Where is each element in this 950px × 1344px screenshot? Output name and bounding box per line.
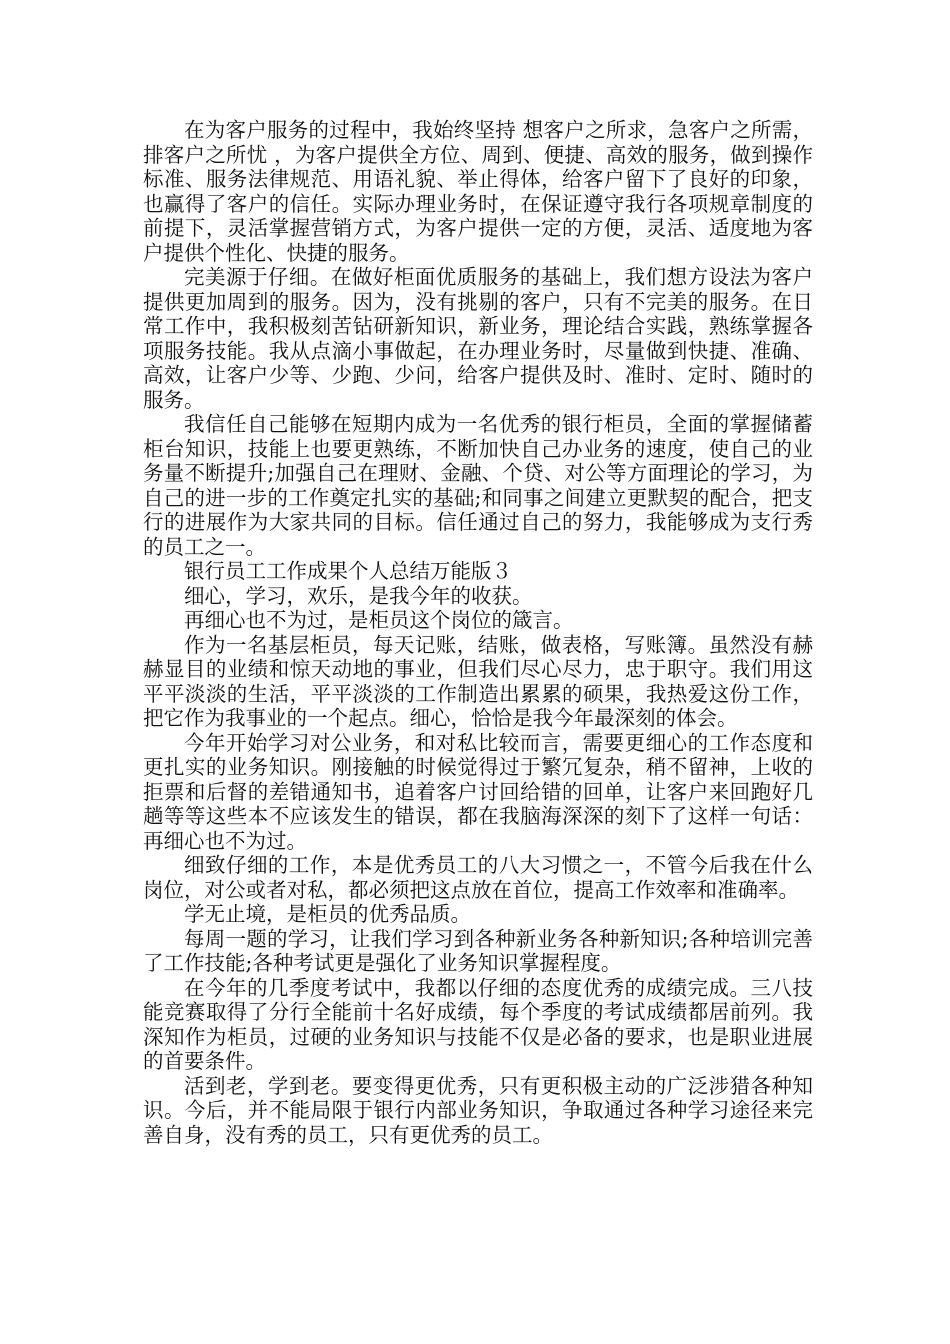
paragraph-endless-learning: 学无止境，是柜员的优秀品质。 <box>184 902 471 926</box>
paragraph-lifelong-learning: 活到老，学到老。要变得更优秀，只有更积极主动的广泛涉猎各种知识。今后，并不能局限于银行内部业务知识，争取通过各种学习途径来完善自身，没有秀的员工，只有更优秀的员工。 <box>143 1073 813 1147</box>
paragraph-corporate-business: 今年开始学习对公业务，和对私比较而言，需要更细心的工作态度和更扎实的业务知识。刚接触的时候觉得过于繁冗复杂，稍不留神，上收的拒票和后督的差错通知书，追着客户讨回给错的回单，让客户来回跑好几趟等等这些本不应该发生的错误，都在我脑海深深的刻下了这样一句话：再细心也不为过。 <box>143 730 813 853</box>
paragraph-harvest: 细心，学习，欢乐，是我今年的收获。 <box>184 583 533 608</box>
paragraph-basic-teller: 作为一名基层柜员，每天记账，结账，做表格，写账簿。虽然没有赫赫显目的业绩和惊天动地的事业，但我们尽心尽力，忠于职守。我们用这平平淡淡的生活，平平淡淡的工作制造出累累的硕果，我热爱这份工作，把它作为我事业的一个起点。细心，恰恰是我今年最深刻的体会。 <box>143 632 813 730</box>
paragraph-customer-service: 在为客户服务的过程中，我始终坚持 想客户之所求，急客户之所需，排客户之所忧 ，为客户提供全方位、周到、便捷、高效的服务，做到操作标准、服务法律规范、用语礼貌、举止得体，给客户留下了良好的印象，也赢得了客户的信任。实际办理业务时，在保证遵守我行各项规章制度的前提下，灵活掌握营销方式，为客户提供一定的方便，灵活、适度地为客户提供个性化、快捷的服务。 <box>143 118 813 265</box>
paragraph-motto: 再细心也不为过，是柜员这个岗位的箴言。 <box>184 608 574 632</box>
document-page <box>143 118 813 1147</box>
paragraph-weekly-study: 每周一题的学习，让我们学习到各种新业务各种新知识;各种培训完善了工作技能;各种考试更是强化了业务知识掌握程度。 <box>143 926 813 975</box>
paragraph-exams: 在今年的几季度考试中，我都以仔细的态度优秀的成绩完成。三八技能竞赛取得了分行全能前十名好成绩，每个季度的考试成绩都居前列。我深知作为柜员，过硬的业务知识与技能不仅是必备的要求，也是职业进展的首要条件。 <box>143 975 813 1073</box>
paragraph-perfection: 完美源于仔细。在做好柜面优质服务的基础上，我们想方设法为客户提供更加周到的服务。因为，没有挑剔的客户，只有不完美的服务。在日常工作中，我积极刻苦钻研新知识，新业务，理论结合实践，熟练掌握各项服务技能。我从点滴小事做起，在办理业务时，尽量做到快捷、准确、高效，让客户少等、少跑、少问，给客户提供及时、准时、定时、随时的服务。 <box>143 265 813 412</box>
paragraph-confidence: 我信任自己能够在短期内成为一名优秀的银行柜员，全面的掌握储蓄柜台知识，技能上也要更熟练，不断加快自己办业务的速度，使自己的业务量不断提升;加强自己在理财、金融、个贷、对公等方面理论的学习，为自己的进一步的工作奠定扎实的基础;和同事之间建立更默契的配合，把支行的进展作为大家共同的目标。信任通过自己的努力，我能够成为支行秀的员工之一。 <box>143 412 813 559</box>
paragraph-careful-work: 细致仔细的工作，本是优秀员工的八大习惯之一，不管今后我在什么岗位，对公或者对私，都必须把这点放在首位，提高工作效率和准确率。 <box>143 853 813 902</box>
section-title: 银行员工工作成果个人总结万能版３ <box>184 559 512 583</box>
